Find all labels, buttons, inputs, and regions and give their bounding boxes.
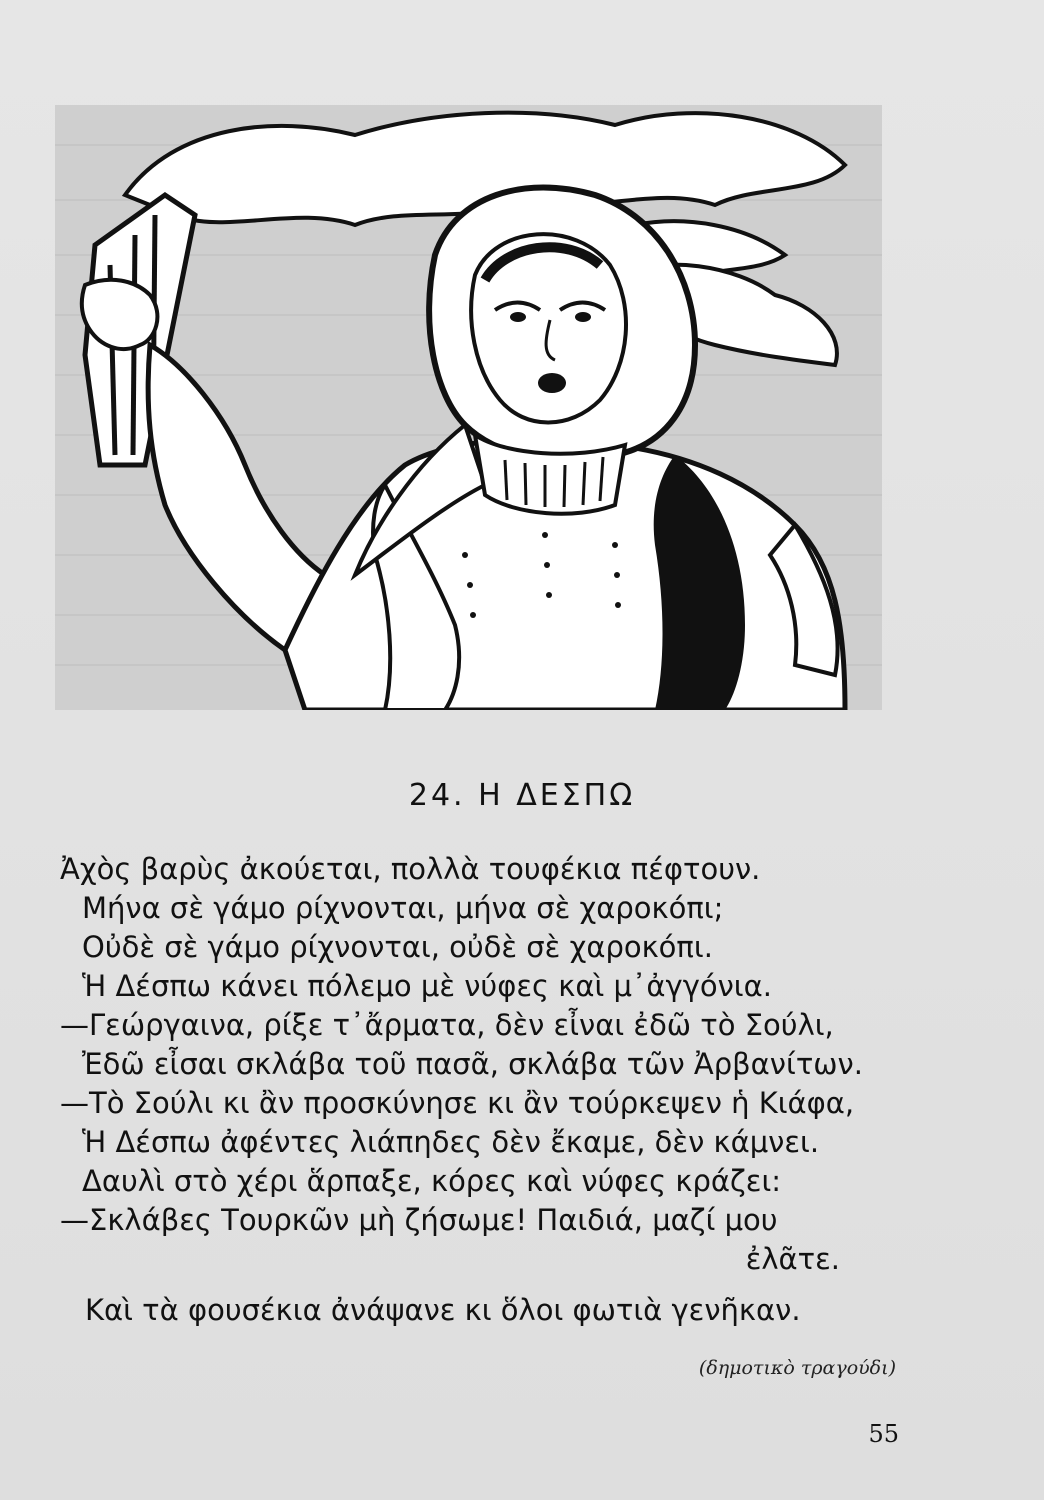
poem-text bbox=[60, 850, 900, 1330]
poem-title: 24. Η ΔΕΣΠΩ bbox=[408, 778, 636, 813]
poem-line: Ἐδῶ εἶσαι σκλάβα τοῦ πασᾶ, σκλάβα τῶν Ἀρβανίτων. bbox=[82, 1047, 863, 1081]
page-number: 55 bbox=[868, 1420, 899, 1448]
poem-line: Οὐδὲ σὲ γάμο ρίχνονται, οὐδὲ σὲ χαροκόπι. bbox=[82, 930, 713, 964]
poem-line: Ἡ Δέσπω κάνει πόλεμο μὲ νύφες καὶ μ᾿ἀγγόνια. bbox=[82, 969, 772, 1003]
woodcut-illustration bbox=[55, 105, 882, 710]
poem-source: (δημοτικὸ τραγούδι) bbox=[698, 1357, 896, 1379]
poem-line: Δαυλὶ στὸ χέρι ἅρπαξε, κόρες καὶ νύφες κράζει: bbox=[82, 1164, 782, 1198]
poem-line: ἐλᾶτε. bbox=[745, 1242, 840, 1276]
poem-line: Μήνα σὲ γάμο ρίχνονται, μήνα σὲ χαροκόπι; bbox=[82, 891, 724, 925]
poem-line: Καὶ τὰ φουσέκια ἀνάψανε κι ὅλοι φωτιὰ γενῆκαν. bbox=[85, 1293, 801, 1327]
poem-line: Ἡ Δέσπω ἀφέντες λιάπηδες δὲν ἔκαμε, δὲν κάμνει. bbox=[82, 1125, 820, 1159]
poem-line: —Σκλάβες Τουρκῶν μὴ ζήσωμε! Παιδιά, μαζί μου bbox=[60, 1203, 778, 1237]
poem-line: Ἀχὸς βαρὺς ἀκούεται, πολλὰ τουφέκια πέφτουν. bbox=[60, 852, 761, 886]
woman-with-torch-image bbox=[55, 105, 882, 710]
poem-line: —Γεώργαινα, ρίξε τ᾿ἄρματα, δὲν εἶναι ἐδῶ τὸ Σούλι, bbox=[60, 1008, 834, 1042]
poem-line: —Τὸ Σούλι κι ἂν προσκύνησε κι ἂν τούρκεψεν ἡ Κιάφα, bbox=[60, 1086, 855, 1120]
